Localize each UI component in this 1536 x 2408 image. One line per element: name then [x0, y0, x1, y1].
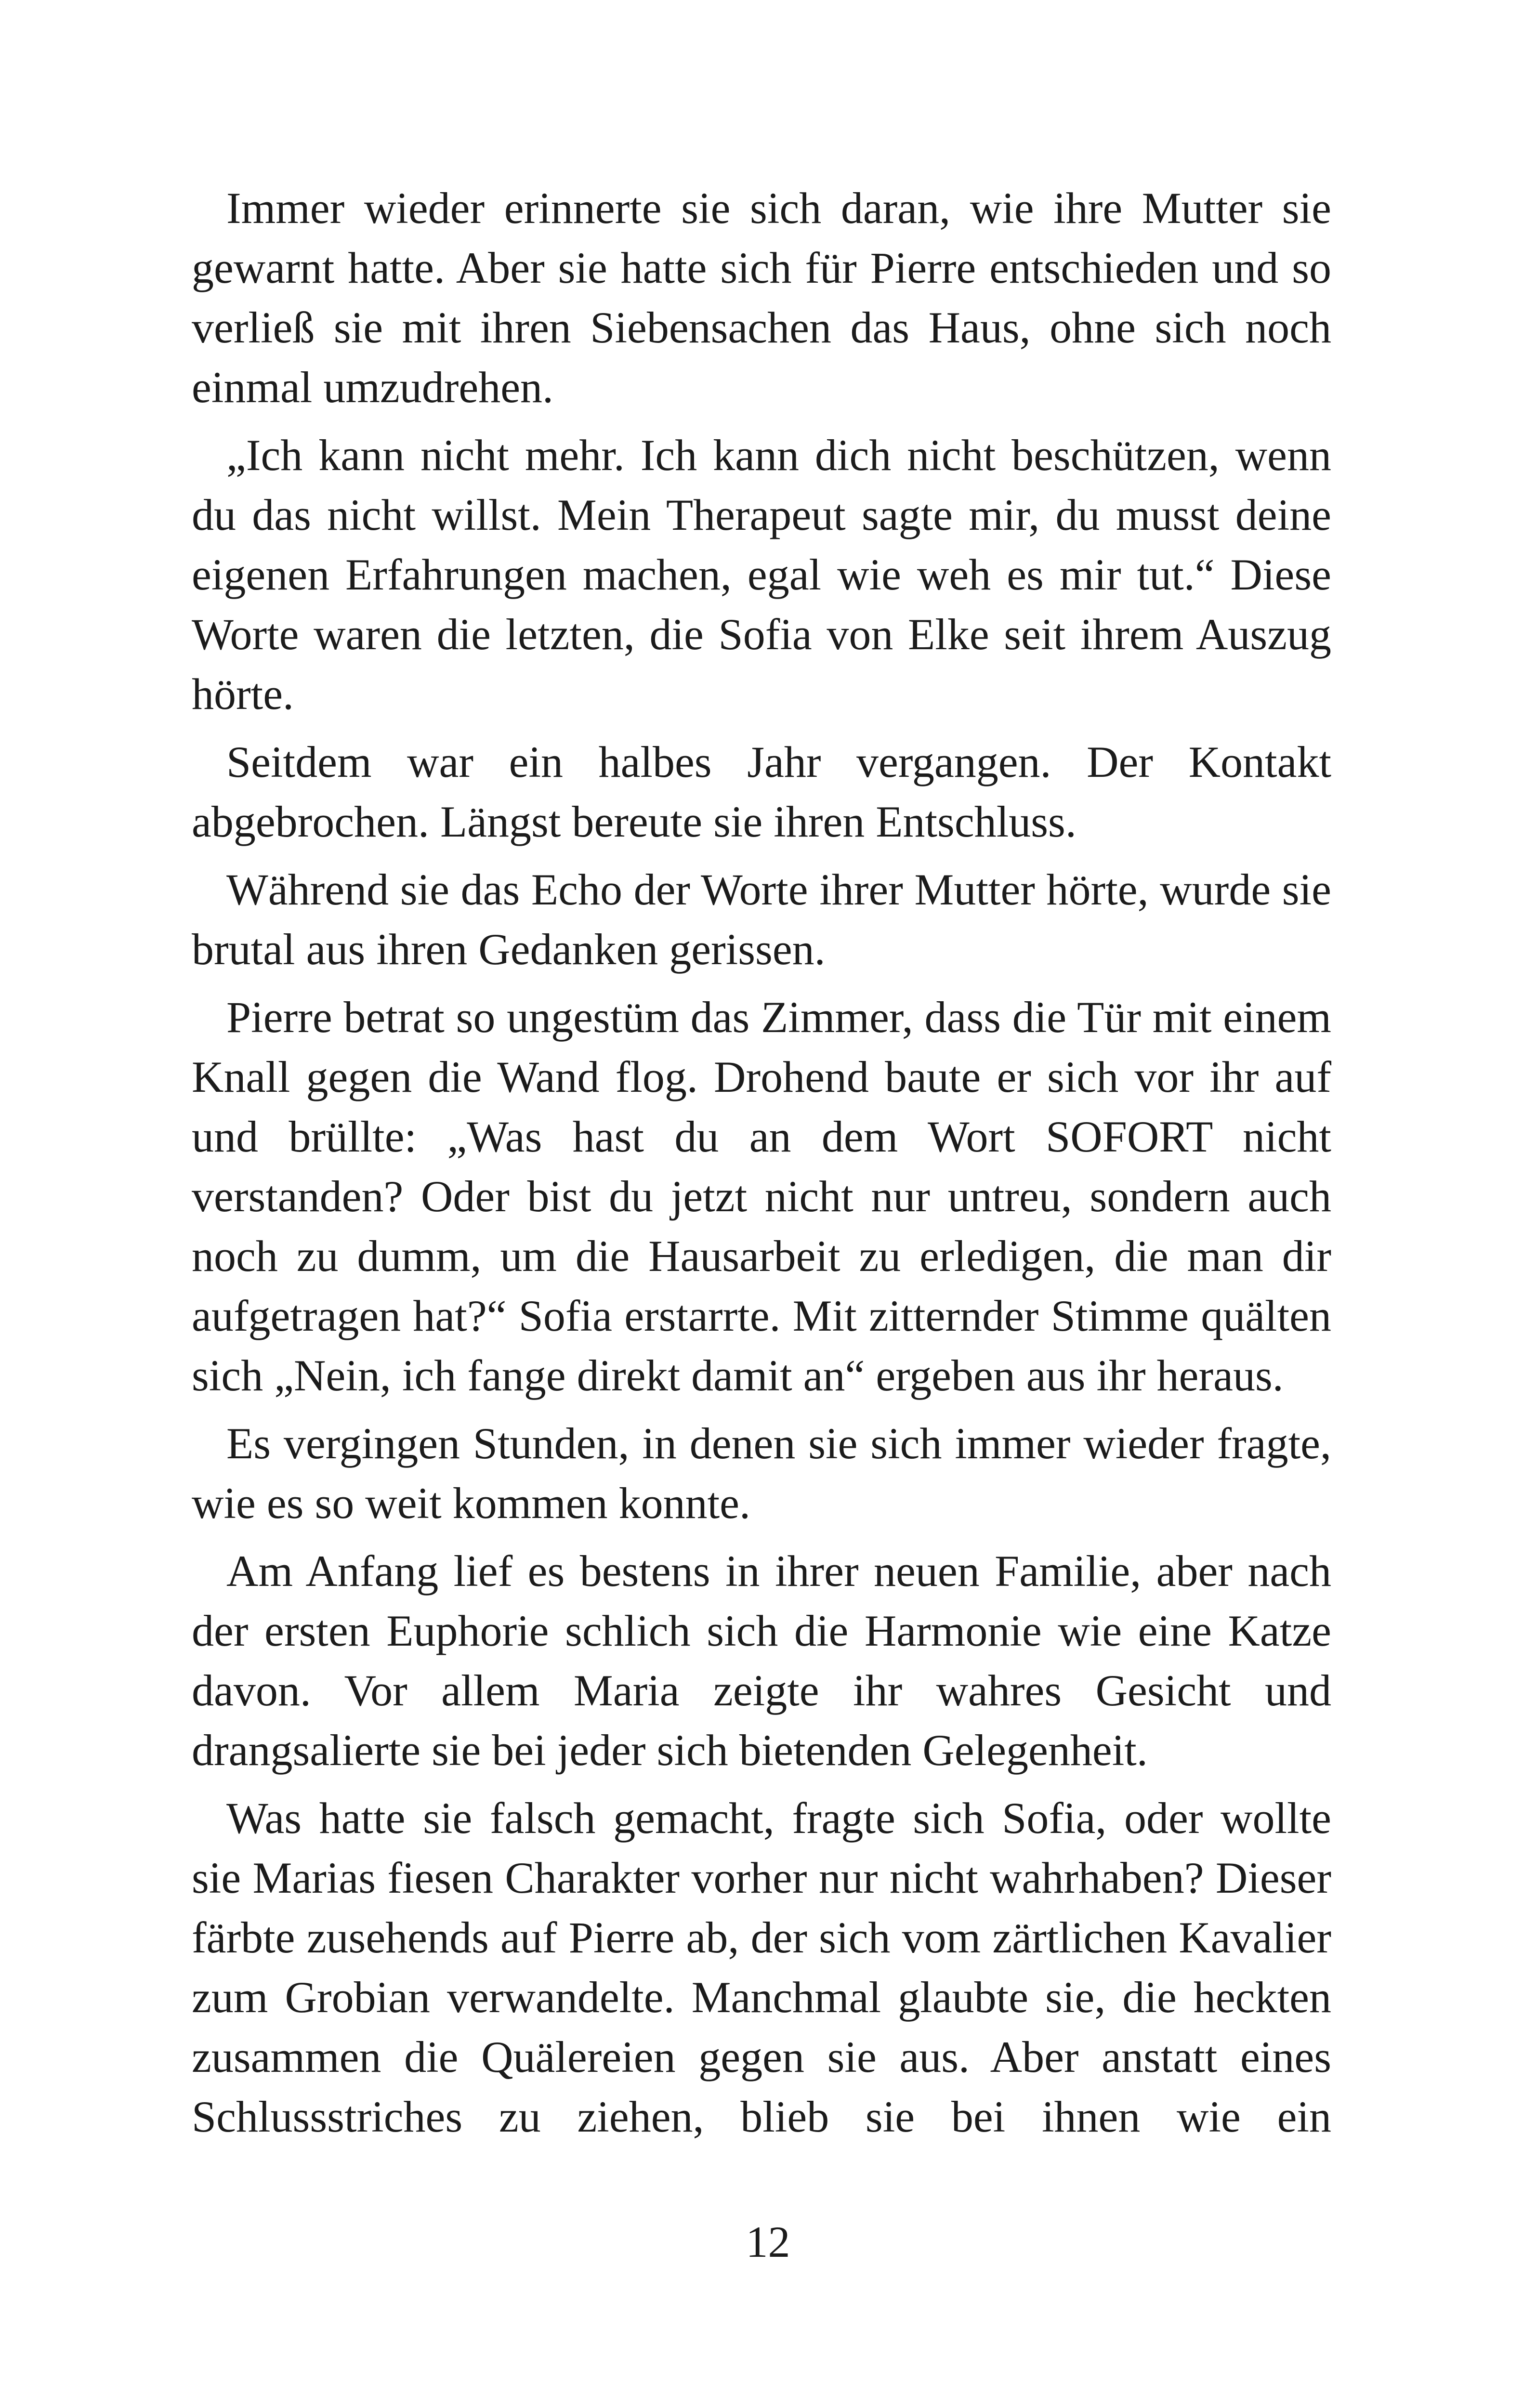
paragraph: Seitdem war ein halbes Jahr vergangen. Der Kontakt abgebrochen. Längst bereute sie ihren Entschluss.	[192, 737, 1331, 846]
page-number: 12	[746, 2217, 790, 2266]
paragraph: Pierre betrat so ungestüm das Zimmer, dass die Tür mit einem Knall gegen die Wand flog. Drohend baute er sich vor ihr auf und brüllte: „Was hast du an dem Wort SOFORT nicht verstanden? Oder bist du jetzt nicht nur untreu, sondern auch noch zu dumm, um die Hausarbeit zu erledigen, die man dir aufgetragen hat?“ Sofia erstarrte. Mit zitternder Stimme quälten sich „Nein, ich fange direkt damit an“ ergeben aus ihr heraus.	[192, 993, 1331, 1400]
paragraph: „Ich kann nicht mehr. Ich kann dich nicht beschützen, wenn du das nicht willst. Mein Therapeut sagte mir, du musst deine eigenen Erfahrungen machen, egal wie weh es mir tut.“ Diese Worte waren die letzten, die Sofia von Elke seit ihrem Auszug hörte.	[192, 431, 1331, 719]
paragraph: Was hatte sie falsch gemacht, fragte sich Sofia, oder wollte sie Marias fiesen Charakter vorher nur nicht wahrhaben? Dieser färbte zusehends auf Pierre ab, der sich vom zärtlichen Kavalier zum Grobian verwandelte. Manchmal glaubte sie, die heckten zusammen die Quälereien gegen sie aus. Aber anstatt eines Schlussstriches zu ziehen, blieb sie bei ihnen wie ein	[192, 1793, 1331, 2141]
body-text	[192, 178, 1331, 2146]
paragraph: Immer wieder erinnerte sie sich daran, wie ihre Mutter sie gewarnt hatte. Aber sie hatte sich für Pierre entschieden und so verließ sie mit ihren Siebensachen das Haus, ohne sich noch einmal umzudrehen.	[192, 183, 1331, 412]
paragraph: Am Anfang lief es bestens in ihrer neuen Familie, aber nach der ersten Euphorie schlich sich die Harmonie wie eine Katze davon. Vor allem Maria zeigte ihr wahres Gesicht und drangsalierte sie bei jeder sich bietenden Gelegenheit.	[192, 1546, 1331, 1775]
paragraph: Während sie das Echo der Worte ihrer Mutter hörte, wurde sie brutal aus ihren Gedanken gerissen.	[192, 865, 1331, 974]
paragraph: Es vergingen Stunden, in denen sie sich immer wieder fragte, wie es so weit kommen konnte.	[192, 1419, 1331, 1528]
